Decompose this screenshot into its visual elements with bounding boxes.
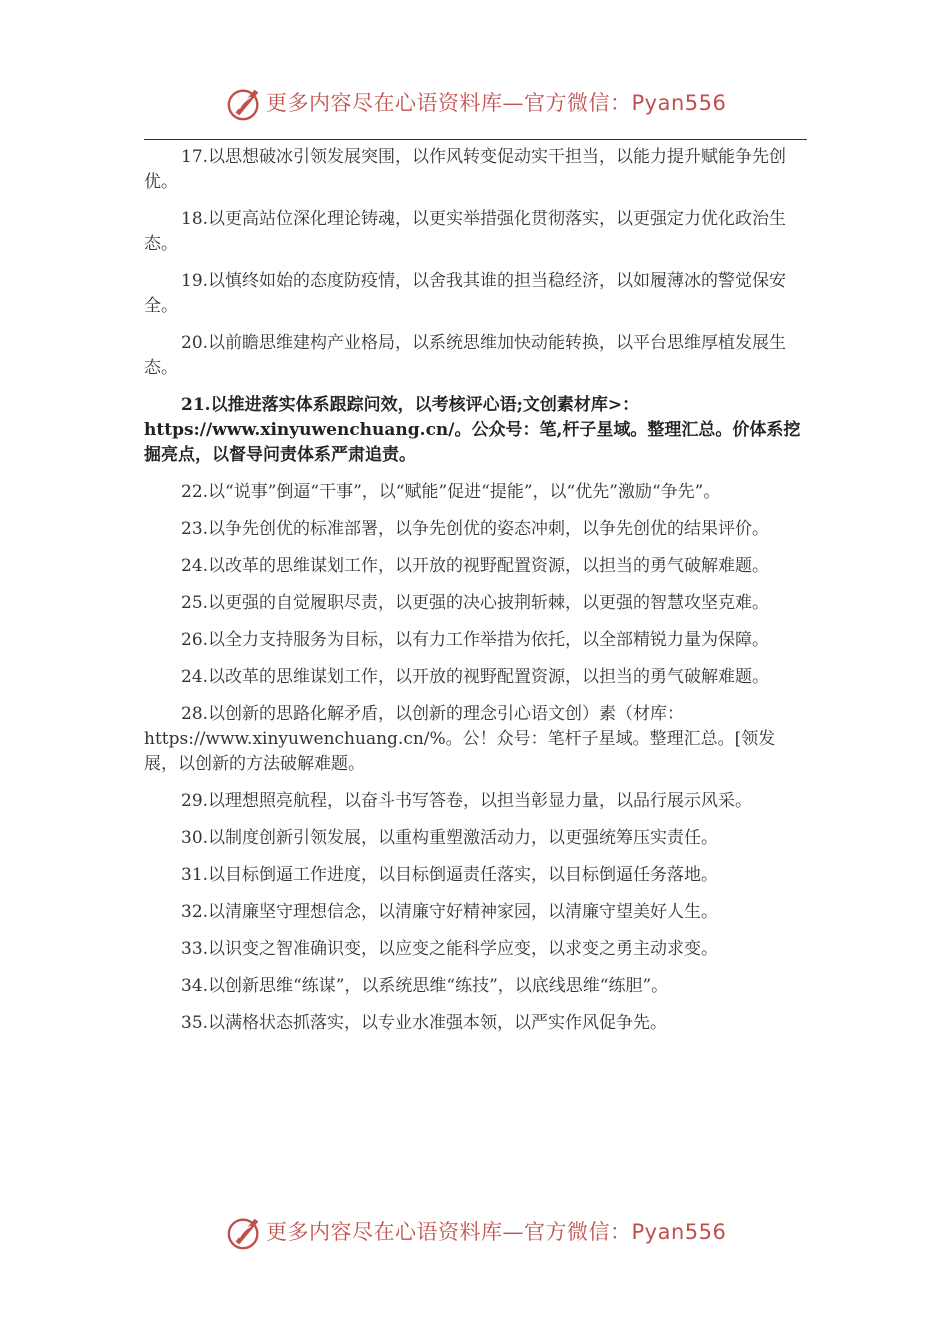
banner-text: 更多内容尽在心语资料库—官方微信：Pyan556: [266, 91, 727, 115]
paragraph-31: 31.以目标倒逼工作进度，以目标倒逼责任落实，以目标倒逼任务落地。: [181, 865, 719, 885]
paragraph-21: 21.以推进落实体系跟踪问效，以考核评心语;文创素材库>：https://www.xinyuwenchuang.cn/。公众号：笔,杆子星域。整理汇总。价体系挖掘亮点，以督导问责体系严肃追责。: [144, 395, 801, 465]
paragraph-33: 33.以识变之智准确识变，以应变之能科学应变，以求变之勇主动求变。: [181, 939, 719, 959]
paragraph-24b: 24.以改革的思维谋划工作，以开放的视野配置资源，以担当的勇气破解难题。: [181, 667, 770, 687]
paragraph-22: 22.以“说事”倒逼“干事”，以“赋能”促进“提能”，以“优先”激励“争先”。: [181, 482, 721, 502]
footer-banner: [0, 1209, 950, 1259]
wechat-id: Pyan556: [631, 1220, 727, 1244]
paragraph-35: 35.以满格状态抓落实，以专业水准强本领，以严实作风促争先。: [181, 1013, 668, 1033]
paragraph-29: 29.以理想照亮航程，以奋斗书写答卷，以担当彰显力量，以品行展示风采。: [181, 791, 753, 811]
pen-logo-icon: [226, 1213, 264, 1251]
document-body: [144, 145, 809, 1048]
paragraph-34: 34.以创新思维“练谋”，以系统思维“练技”，以底线思维“练胆”。: [181, 976, 669, 996]
paragraph-17: 17.以思想破冰引领发展突围，以作风转变促动实干担当，以能力提升赋能争先创优。: [144, 147, 787, 192]
paragraph-18: 18.以更高站位深化理论铸魂，以更实举措强化贯彻落实，以更强定力优化政治生态。: [144, 209, 787, 254]
paragraph-26: 26.以全力支持服务为目标，以有力工作举措为依托，以全部精锐力量为保障。: [181, 630, 770, 650]
wechat-id: Pyan556: [631, 91, 727, 115]
paragraph-32: 32.以清廉坚守理想信念，以清廉守好精神家园，以清廉守望美好人生。: [181, 902, 719, 922]
banner-text: 更多内容尽在心语资料库—官方微信：Pyan556: [266, 1220, 727, 1244]
paragraph-24: 24.以改革的思维谋划工作，以开放的视野配置资源，以担当的勇气破解难题。: [181, 556, 770, 576]
paragraph-23: 23.以争先创优的标准部署，以争先创优的姿态冲刺，以争先创优的结果评价。: [181, 519, 770, 539]
paragraph-28: 28.以创新的思路化解矛盾，以创新的理念引心语文创）素（材库：https://www.xinyuwenchuang.cn/%。公！众号：笔杆子星域。整理汇总。[领发展，以创新的方法破解难题。: [144, 704, 776, 774]
header-banner: [0, 80, 950, 130]
header-divider: [144, 139, 807, 140]
paragraph-19: 19.以慎终如始的态度防疫情，以舍我其谁的担当稳经济，以如履薄冰的警觉保安全。: [144, 271, 787, 316]
paragraph-30: 30.以制度创新引领发展，以重构重塑激活动力，以更强统筹压实责任。: [181, 828, 719, 848]
paragraph-20: 20.以前瞻思维建构产业格局，以系统思维加快动能转换，以平台思维厚植发展生态。: [144, 333, 787, 378]
paragraph-25: 25.以更强的自觉履职尽责，以更强的决心披荆斩棘，以更强的智慧攻坚克难。: [181, 593, 770, 613]
pen-logo-icon: [226, 84, 264, 122]
